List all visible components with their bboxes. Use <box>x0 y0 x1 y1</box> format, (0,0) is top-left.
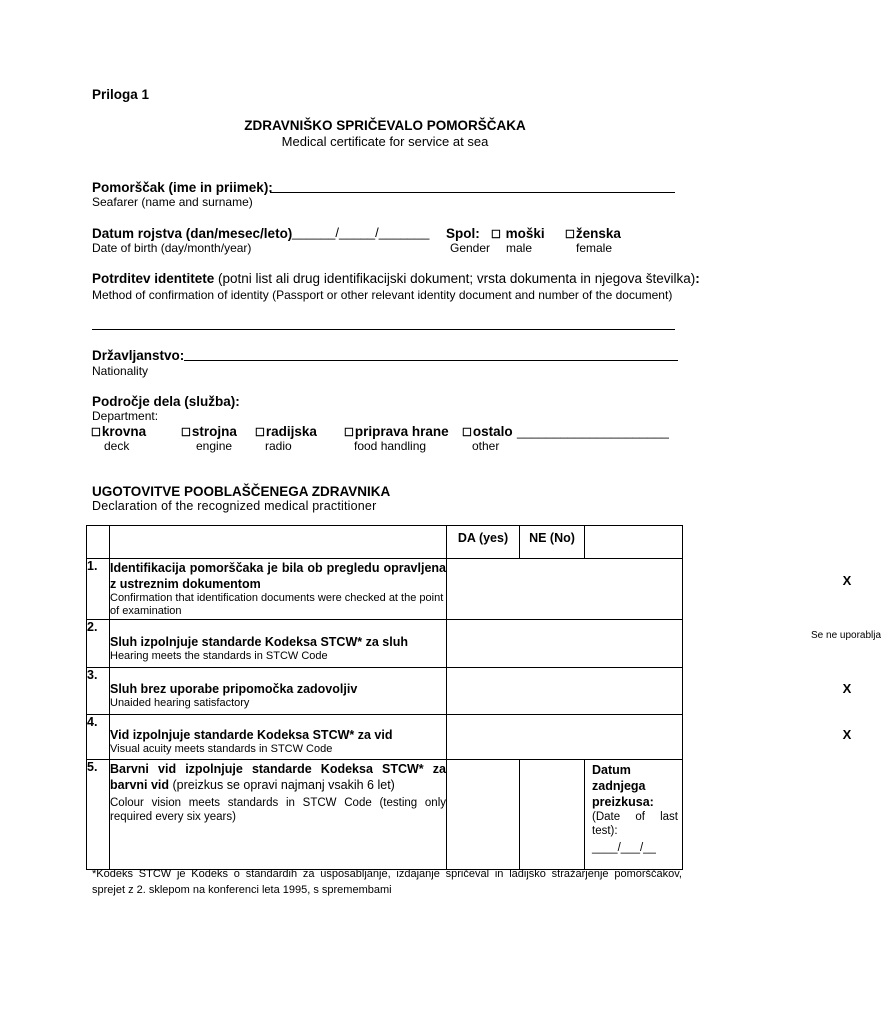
seafarer-label: Pomorščak (ime in priimek): <box>92 180 273 195</box>
row-number: 1. <box>87 559 110 620</box>
row-answer[interactable] <box>447 620 881 668</box>
row-question-en: Visual acuity meets standards in STCW Code <box>110 743 333 755</box>
checkbox-icon: ☐ <box>565 229 575 241</box>
nationality-label: Državljanstvo: <box>92 348 185 363</box>
answer-mark: X <box>842 573 852 588</box>
row-answer-no[interactable] <box>520 760 585 870</box>
table-row <box>87 760 683 870</box>
row-answer[interactable] <box>447 715 852 760</box>
department-option-food-handling[interactable]: ☐priprava hrane <box>344 424 449 439</box>
department-label: Področje dela (služba): <box>92 394 240 409</box>
checkbox-icon: ☐ <box>491 229 501 241</box>
department-deck-en: deck <box>104 439 130 453</box>
last-test-date-field[interactable]: ____/___/__ <box>592 842 656 854</box>
birth-label-en: Date of birth (day/month/year) <box>92 241 252 255</box>
seafarer-name-field[interactable] <box>270 192 675 193</box>
checkbox-icon: ☐ <box>255 427 265 439</box>
table-header-row <box>87 526 683 559</box>
gender-option-male[interactable]: ☐ moški <box>491 226 545 241</box>
row-question-sl: Vid izpolnjuje standarde Kodeksa STCW* za vid <box>110 728 393 742</box>
declaration-title: UGOTOVITVE POOBLAŠČENEGA ZDRAVNIKA <box>92 484 391 499</box>
footnote: *Kodeks STCW je Kodeks o standardih za usposabljanje, izdajanje spričeval in ladijsko stražarjenje pomorščakov, sprejet z 2. sklepom na konferenci leta 1995, s spremembami <box>92 868 682 896</box>
birth-date-field[interactable]: ______/_____/_______ <box>292 225 430 240</box>
checkbox-icon: ☐ <box>344 427 354 439</box>
last-test-date-label: Datum zadnjega preizkusa: <box>592 763 654 809</box>
page-subtitle: Medical certificate for service at sea <box>281 134 489 149</box>
answer-mark: X <box>842 727 852 742</box>
row-question-en: Confirmation that identification documents were checked at the point of examination <box>110 592 444 617</box>
row-question <box>110 668 447 715</box>
row-question-en: Colour vision meets standards in STCW Code (testing only required every six years) <box>110 797 446 823</box>
department-label-en: Department: <box>92 409 159 423</box>
department-food-handling-en: food handling <box>354 439 427 453</box>
annex-label: Priloga 1 <box>92 87 150 102</box>
answer-mark: X <box>842 681 852 696</box>
identity-label-en: Method of confirmation of identity (Passport or other relevant identity document and number of the document) <box>92 288 673 302</box>
row-answer[interactable] <box>447 668 852 715</box>
row-answer[interactable] <box>447 559 852 620</box>
birth-label: Datum rojstva (dan/mesec/leto) <box>92 226 293 241</box>
row-question-sl: Sluh izpolnjuje standarde Kodeksa STCW* za sluh <box>110 635 408 649</box>
row-number: 5. <box>87 760 110 870</box>
row-number: 3. <box>87 668 110 715</box>
nationality-field[interactable] <box>184 360 678 361</box>
answer-not-applicable: Se ne uporablja <box>811 630 881 641</box>
row-question-sl: Barvni vid izpolnjuje standarde Kodeksa STCW* za barvni vid (preizkus se opravi najmanj vsakih 6 let) <box>110 762 446 792</box>
gender-male-en: male <box>506 241 533 255</box>
gender-label: Spol: <box>446 226 480 241</box>
gender-label-en: Gender <box>450 241 491 255</box>
findings-table <box>86 525 881 870</box>
row-question <box>110 715 447 760</box>
department-option-deck[interactable]: ☐krovna <box>91 424 147 439</box>
row-number: 4. <box>87 715 110 760</box>
table-row <box>87 620 683 668</box>
department-engine-en: engine <box>196 439 233 453</box>
column-header-yes: DA (yes) <box>447 526 520 559</box>
row-answer-yes[interactable] <box>447 760 520 870</box>
checkbox-icon: ☐ <box>181 427 191 439</box>
declaration-subtitle: Declaration of the recognized medical practitioner <box>92 499 377 513</box>
column-header-no: NE (No) <box>520 526 585 559</box>
row-question <box>110 760 447 870</box>
seafarer-label-en: Seafarer (name and surname) <box>92 195 253 209</box>
department-option-engine[interactable]: ☐strojna <box>181 424 237 439</box>
department-other-en: other <box>472 439 500 453</box>
table-row <box>87 668 683 715</box>
row-question <box>110 620 447 668</box>
table-row <box>87 559 683 620</box>
table-row <box>87 715 683 760</box>
page-title: ZDRAVNIŠKO SPRIČEVALO POMORŠČAKA <box>244 118 526 133</box>
row-question-sl: Sluh brez uporabe pripomočka zadovoljiv <box>110 682 358 696</box>
identity-field[interactable] <box>92 329 675 330</box>
row-question-en: Unaided hearing satisfactory <box>110 697 250 709</box>
row-question-sl: Identifikacija pomorščaka je bila ob pregledu opravljena z ustreznim dokumentom <box>110 561 446 591</box>
checkbox-icon: ☐ <box>462 427 472 439</box>
checkbox-icon: ☐ <box>91 427 101 439</box>
department-option-other[interactable]: ☐ostalo <box>462 424 513 439</box>
department-option-radio[interactable]: ☐radijska <box>255 424 317 439</box>
row-number: 2. <box>87 620 110 668</box>
last-test-date-cell[interactable] <box>585 760 683 870</box>
identity-label: Potrditev identitete (potni list ali drug identifikacijski dokument; vrsta dokumenta in njegova številka): <box>92 271 700 286</box>
nationality-label-en: Nationality <box>92 364 149 378</box>
row-question-en: Hearing meets the standards in STCW Code <box>110 650 328 662</box>
last-test-date-label-en: (Date of last test): <box>592 811 678 837</box>
gender-option-female[interactable]: ☐ženska <box>565 226 621 241</box>
gender-female-en: female <box>576 241 613 255</box>
department-other-field[interactable]: _____________________ <box>517 424 669 439</box>
department-radio-en: radio <box>265 439 292 453</box>
row-question <box>110 559 447 620</box>
